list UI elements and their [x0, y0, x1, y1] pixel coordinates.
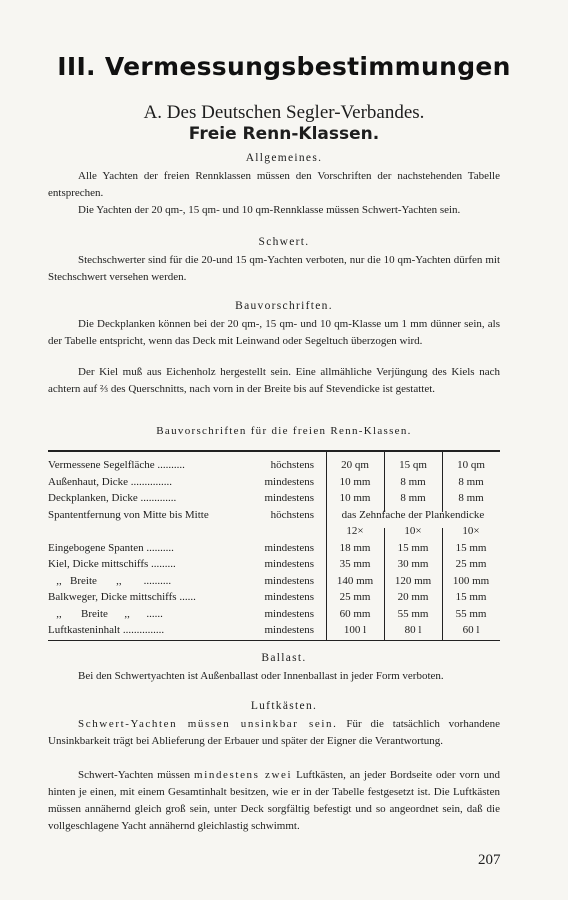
table-row	[48, 622, 500, 638]
table-row	[48, 507, 500, 523]
value-20qm: 18 mm	[339, 541, 371, 554]
value-15qm: 15 qm	[399, 459, 427, 471]
paragraph-text: Schwert-Yachten müssen	[78, 769, 195, 781]
value-20qm: 12×	[346, 525, 364, 537]
paragraph-text: Luftkästen, an jeder Bordseite oder vorn und hinten je einen, mit einem Gesamtinhalt besitzen, wie er in der Tabelle festgesetzt ist. Die Luftkästen müssen annähernd gleich groß sein, unter Deck sorgfältig befestigt und so angeordnet sein, daß die vollgeschlagene Yacht annähernd gleichlastig schwimmt.	[48, 769, 500, 832]
value-15qm: 8 mm	[400, 492, 426, 504]
table-row	[48, 606, 500, 622]
row-condition: mindestens	[264, 558, 314, 570]
value-10qm: 55 mm	[455, 607, 487, 620]
row-condition: mindestens	[264, 624, 314, 636]
row-label: Deckplanken, Dicke .............	[48, 492, 177, 504]
value-20qm: 20 qm	[341, 459, 369, 471]
row-condition: mindestens	[264, 492, 314, 504]
paragraph-bauvorschriften-2: Der Kiel muß aus Eichenholz hergestellt sein. Eine allmähliche Verjüngung des Kiels nach achtern auf ⅔ des Querschnitts, nach vorn in der Breite bis auf Stevendicke ist gestattet.	[48, 366, 500, 395]
value-15qm: 10×	[404, 525, 422, 537]
value-10qm: 15 mm	[455, 591, 487, 603]
table-top-rule	[48, 450, 500, 452]
table-row	[48, 573, 500, 589]
row-condition: mindestens	[264, 591, 314, 603]
heading-bauvorschriften: Bauvorschriften.	[235, 300, 333, 312]
row-label: Spantentfernung von Mitte bis Mitte	[48, 508, 209, 521]
table-row	[48, 457, 500, 473]
row-span-value: das Zehnfache der Plankendicke	[341, 508, 485, 521]
row-condition: mindestens	[264, 541, 314, 554]
row-condition: mindestens	[264, 475, 314, 488]
value-20qm: 25 mm	[339, 591, 371, 603]
value-10qm: 8 mm	[458, 475, 484, 488]
table-bottom-rule	[48, 640, 500, 641]
row-condition: mindestens	[264, 574, 314, 587]
row-label: Eingebogene Spanten ..........	[48, 541, 174, 554]
value-20qm: 10 mm	[339, 492, 371, 504]
value-10qm: 25 mm	[455, 558, 487, 570]
row-label: ,, Breite ,, ......	[48, 607, 163, 620]
heading-schwert: Schwert.	[258, 236, 310, 248]
table-caption: Bauvorschriften für die freien Renn-Klassen.	[156, 425, 412, 437]
row-label: Kiel, Dicke mittschiffs .........	[48, 558, 176, 570]
value-15qm: 20 mm	[397, 591, 429, 603]
page-number: 207	[478, 852, 501, 868]
value-15qm: 55 mm	[397, 607, 429, 620]
heading-ballast: Ballast.	[261, 652, 307, 664]
value-15qm: 120 mm	[394, 574, 432, 587]
row-label: ,, Breite ,, ..........	[48, 574, 172, 587]
value-15qm: 15 mm	[397, 541, 429, 554]
value-20qm: 10 mm	[339, 475, 371, 488]
emphasis-text: mindestens zwei	[194, 769, 293, 781]
row-condition: höchstens	[270, 459, 314, 471]
value-10qm: 60 l	[462, 624, 480, 636]
row-label: Vermessene Segelfläche ..........	[48, 459, 185, 471]
section-subtitle: A. Des Deutschen Segler-Verbandes.	[143, 102, 425, 123]
table-row	[48, 523, 500, 539]
value-15qm: 80 l	[404, 624, 422, 636]
table-row	[48, 474, 500, 490]
value-10qm: 10×	[462, 525, 480, 537]
paragraph-bauvorschriften-1: Die Deckplanken können bei der 20 qm-, 15 qm- und 10 qm-Klasse um 1 mm dünner sein, als der Tabelle entspricht, wenn das Deck mit Leinwand oder Segeltuch überzogen wird.	[48, 318, 500, 347]
heading-luftkaesten: Luftkästen.	[250, 700, 318, 712]
paragraph-schwert: Stechschwerter sind für die 20-und 15 qm-Yachten verboten, nur die 10 qm-Yachten dürfen mit Stechschwert versehen werden.	[48, 254, 500, 283]
row-label: Luftkasteninhalt ...............	[48, 624, 165, 636]
row-condition: mindestens	[264, 607, 314, 620]
value-15qm: 30 mm	[397, 558, 429, 570]
paragraph-ballast: Bei den Schwertyachten ist Außenballast oder Innenballast in jeder Form verboten.	[78, 670, 444, 682]
value-10qm: 100 mm	[452, 574, 490, 587]
emphasis-text: Schwert-Yachten müssen unsinkbar sein.	[78, 718, 338, 730]
value-15qm: 8 mm	[400, 475, 426, 488]
paragraph-luftkaesten-2	[48, 767, 500, 835]
value-20qm: 100 l	[343, 624, 367, 636]
value-20qm: 60 mm	[339, 607, 371, 620]
paragraph-text: Für die tatsächlich vorhandene Unsinkbarkeit trägt bei Ablieferung der Erbauer und später der Eigner die Verantwortung.	[48, 718, 500, 747]
section-subtitle-classes: Freie Renn-Klassen.	[188, 124, 380, 144]
row-condition: höchstens	[270, 508, 314, 521]
table-row	[48, 589, 500, 605]
table-row	[48, 556, 500, 572]
value-10qm: 10 qm	[457, 459, 485, 471]
row-label: Außenhaut, Dicke ...............	[48, 475, 173, 488]
value-10qm: 8 mm	[458, 492, 484, 504]
value-20qm: 35 mm	[339, 558, 371, 570]
value-20qm: 140 mm	[336, 574, 374, 587]
paragraph-allgemeines-1: Alle Yachten der freien Rennklassen müssen den Vorschriften der nachstehenden Tabelle entsprechen.	[48, 170, 500, 199]
paragraph-allgemeines-2: Die Yachten der 20 qm-, 15 qm- und 10 qm-Rennklasse müssen Schwert-Yachten sein.	[78, 204, 461, 216]
page-title: III. Vermessungsbestimmungen	[57, 52, 511, 81]
value-10qm: 15 mm	[455, 541, 487, 554]
heading-allgemeines: Allgemeines.	[245, 152, 323, 164]
table-row	[48, 490, 500, 506]
row-label: Balkweger, Dicke mittschiffs ......	[48, 591, 196, 603]
paragraph-luftkaesten-1	[48, 716, 500, 750]
table-row	[48, 540, 500, 556]
